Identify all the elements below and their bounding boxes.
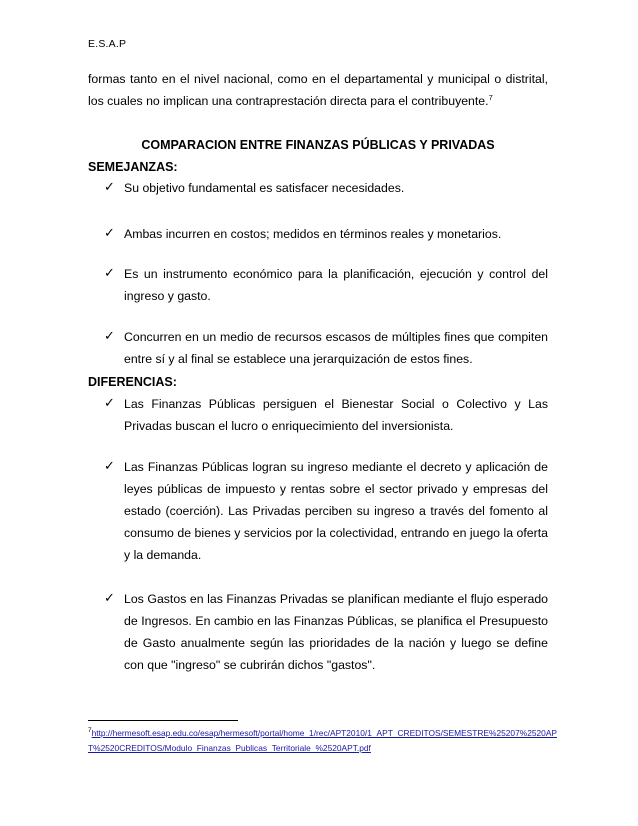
list-item-text: Es un instrumento económico para la planificación, ejecución y control del ingreso y gasto. (124, 267, 548, 303)
list-item-text: Concurren en un medio de recursos escasos de múltiples fines que compiten entre sí y al final se establece una jerarquización de estos fines. (124, 330, 548, 366)
section-title: COMPARACION ENTRE FINANZAS PÚBLICAS Y PRIVADAS (141, 138, 495, 152)
checkmark-icon: ✓ (104, 591, 115, 606)
checkmark-icon: ✓ (104, 266, 115, 281)
checkmark-icon: ✓ (104, 180, 115, 195)
list-item-text: Ambas incurren en costos; medidos en términos reales y monetarios. (124, 227, 502, 241)
footnote-reference[interactable]: 7 (488, 92, 493, 102)
list-item (104, 588, 548, 676)
footnote (88, 726, 558, 756)
footnote-number: 7 (88, 727, 92, 735)
diferencias-heading: DIFERENCIAS: (88, 375, 177, 389)
list-item (104, 223, 548, 245)
intro-paragraph (88, 68, 548, 112)
list-item (104, 326, 548, 370)
page-header: E.S.A.P (88, 38, 127, 50)
checkmark-icon: ✓ (104, 396, 115, 411)
checkmark-icon: ✓ (104, 329, 115, 344)
list-item-text: Los Gastos en las Finanzas Privadas se planifican mediante el flujo esperado de Ingresos. En cambio en las Finanzas Públicas, se planifica el Presupuesto de Gasto anualmente según las prioridades de la nación y luego se define con que "ingreso" se cubrirán dichos "gastos". (124, 592, 548, 672)
checkmark-icon: ✓ (104, 226, 115, 241)
intro-text: formas tanto en el nivel nacional, como en el departamental y municipal o distrital, los cuales no implican una contraprestación directa para el contribuyente. (88, 72, 548, 108)
list-item (104, 263, 548, 307)
list-item (104, 393, 548, 437)
footnote-separator (88, 720, 238, 721)
list-item-text: Las Finanzas Públicas persiguen el Bienestar Social o Colectivo y Las Privadas buscan el lucro o enriquecimiento del inversionista. (124, 397, 548, 433)
semejanzas-heading: SEMEJANZAS: (88, 160, 178, 174)
list-item (104, 177, 548, 199)
list-item-text: Su objetivo fundamental es satisfacer necesidades. (124, 181, 405, 195)
checkmark-icon: ✓ (104, 459, 115, 474)
footnote-link[interactable]: http://hermesoft.esap.edu.co/esap/hermesoft/portal/home_1/rec/APT2010/1_APT_CREDITOS/SEMESTRE%25207%2520APT%2520CREDITOS/Modulo_Finanzas_Publicas_Territoriale_%2520APT.pdf (88, 728, 557, 753)
list-item (104, 456, 548, 566)
list-item-text: Las Finanzas Públicas logran su ingreso mediante el decreto y aplicación de leyes públicas de impuesto y rentas sobre el sector privado y empresas del estado (coerción). Las Privadas perciben su ingreso a través del fomento al consumo de bienes y servicios por la colectividad, entrando en juego la oferta y la demanda. (124, 460, 548, 562)
